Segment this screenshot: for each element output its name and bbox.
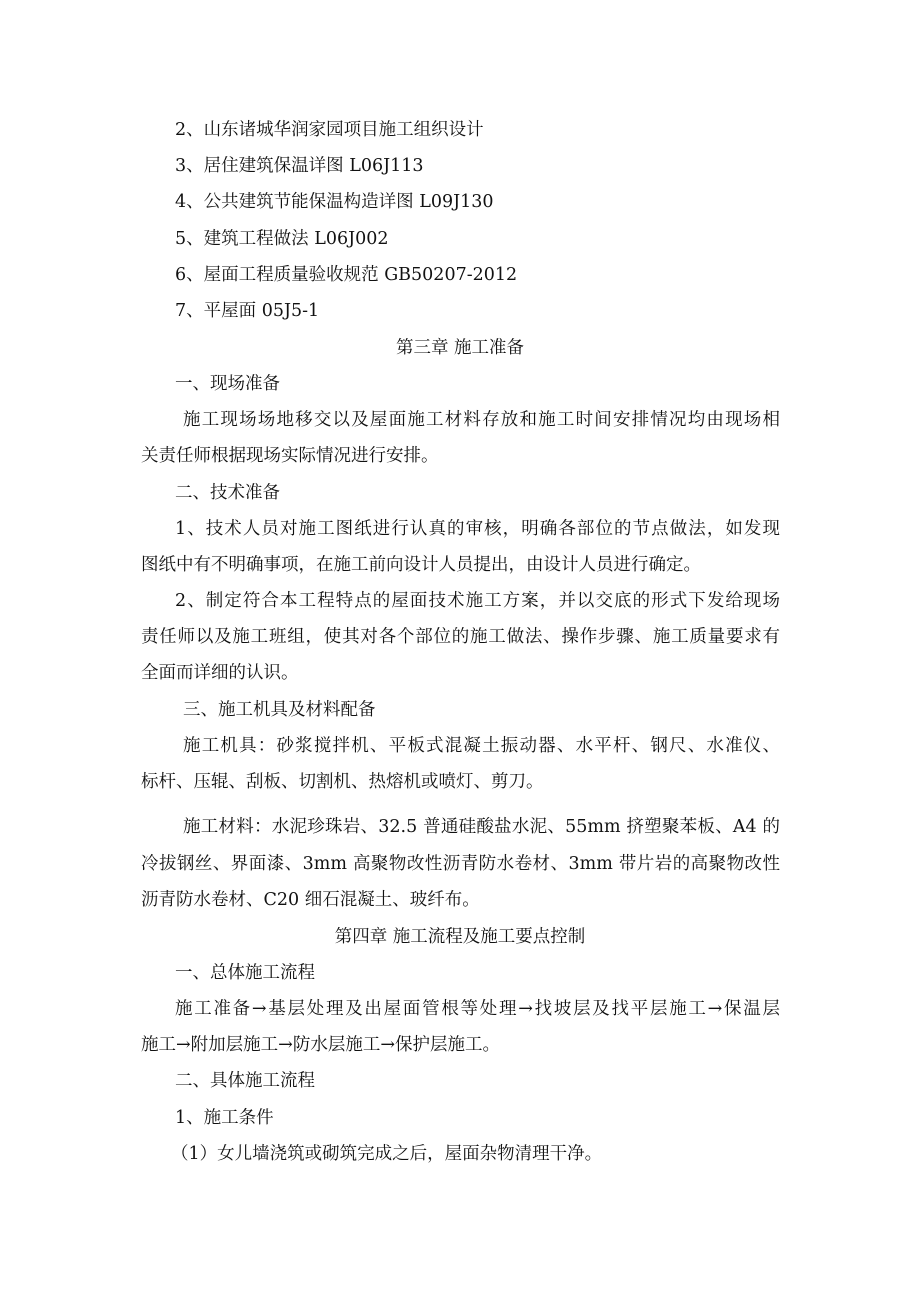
chapter-title: 第三章 施工准备 [395, 338, 525, 358]
paragraph-line: 2、制定符合本工程特点的屋面技术施工方案，并以交底的形式下发给现场 [175, 591, 780, 611]
paragraph-line: 责任师以及施工班组，使其对各个部位的施工做法、操作步骤、施工质量要求有 [141, 627, 780, 647]
section-heading: 一、总体施工流程 [175, 963, 315, 983]
paragraph-line: 施工机具：砂浆搅拌机、平板式混凝土振动器、水平杆、钢尺、水准仪、 [183, 736, 780, 756]
paragraph-line: 冷拔钢丝、界面漆、3mm 高聚物改性沥青防水卷材、3mm 带片岩的高聚物改性 [141, 854, 780, 874]
section-heading: 一、现场准备 [175, 374, 280, 394]
chapter-title: 第四章 施工流程及施工要点控制 [334, 927, 586, 947]
section-heading: 二、技术准备 [175, 483, 280, 503]
paragraph-line: 施工材料：水泥珍珠岩、32.5 普通硅酸盐水泥、55mm 挤塑聚苯板、A4 的 [183, 817, 780, 837]
paragraph-line: （1）女儿墙浇筑或砌筑完成之后，屋面杂物清理干净。 [171, 1144, 603, 1164]
reference-item: 5、建筑工程做法 L06J002 [175, 229, 389, 249]
paragraph-line: 图纸中有不明确事项，在施工前向设计人员提出，由设计人员进行确定。 [141, 555, 701, 575]
paragraph-line: 施工现场场地移交以及屋面施工材料存放和施工时间安排情况均由现场相 [183, 410, 780, 430]
section-heading: 二、具体施工流程 [175, 1071, 315, 1091]
paragraph-line: 施工准备→基层处理及出屋面管根等处理→找坡层及找平层施工→保温层 [175, 999, 780, 1019]
paragraph-line: 施工→附加层施工→防水层施工→保护层施工。 [141, 1035, 500, 1055]
reference-item: 3、居住建筑保温详图 L06J113 [175, 156, 424, 176]
reference-item: 7、平屋面 05J5-1 [175, 301, 320, 321]
reference-item: 4、公共建筑节能保温构造详图 L09J130 [175, 192, 494, 212]
paragraph-line: 全面而详细的认识。 [141, 663, 299, 683]
reference-item: 2、山东诸城华润家园项目施工组织设计 [175, 120, 484, 140]
paragraph-line: 标杆、压辊、刮板、切割机、热熔机或喷灯、剪刀。 [141, 772, 544, 792]
reference-item: 6、屋面工程质量验收规范 GB50207-2012 [175, 265, 518, 285]
paragraph-line: 沥青防水卷材、C20 细石混凝土、玻纤布。 [141, 890, 480, 910]
paragraph-line: 1、技术人员对施工图纸进行认真的审核，明确各部位的节点做法，如发现 [175, 519, 780, 539]
section-heading: 三、施工机具及材料配备 [183, 700, 376, 720]
paragraph-line: 关责任师根据现场实际情况进行安排。 [141, 446, 439, 466]
subsection-heading: 1、施工条件 [175, 1108, 274, 1128]
